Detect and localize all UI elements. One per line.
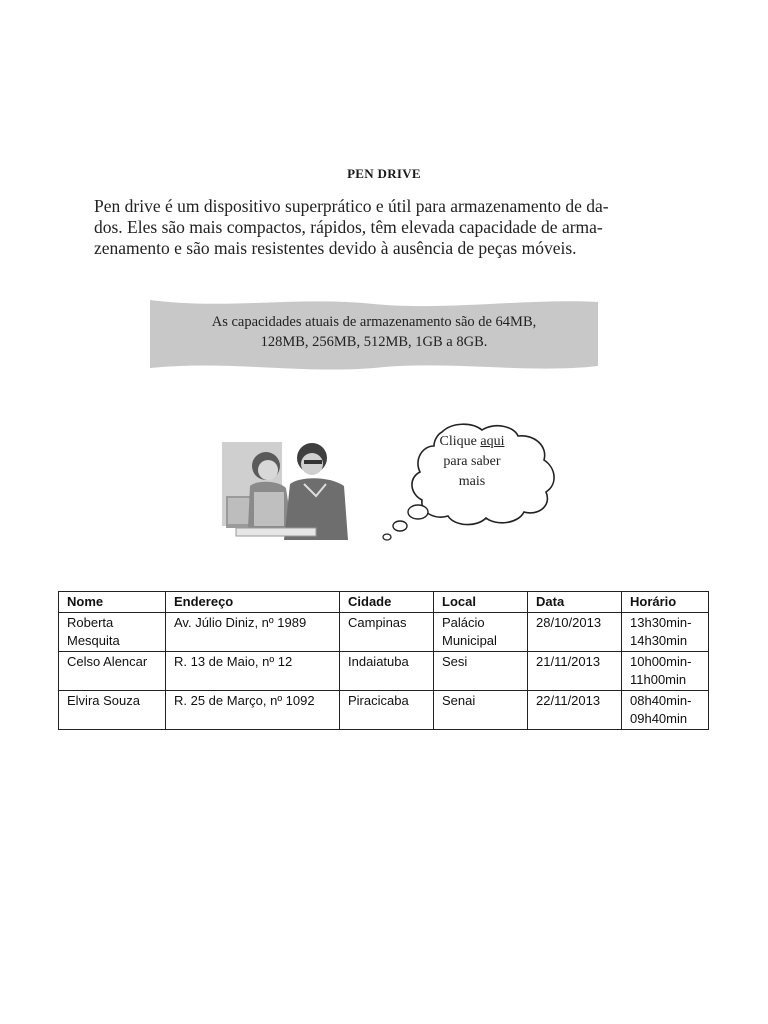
cell-cidade: Campinas: [340, 613, 434, 652]
bubble-line-3: mais: [458, 474, 486, 489]
header-data: Data: [528, 592, 622, 613]
cell-cidade: Indaiatuba: [340, 652, 434, 691]
header-endereco: Endereço: [166, 592, 340, 613]
cell-nome: Elvira Souza: [59, 691, 166, 730]
learn-more-link[interactable]: aqui: [480, 434, 505, 449]
capacity-banner: [148, 296, 600, 374]
cell-endereco: R. 13 de Maio, nº 12: [166, 652, 340, 691]
cell-data: 28/10/2013: [528, 613, 622, 652]
document-title: PEN DRIVE: [347, 166, 421, 181]
paragraph-line: zenamento e são mais resistentes devido à ausência de peças móveis.: [94, 238, 577, 258]
table-row: [59, 613, 709, 652]
cell-horario: 08h40min- 09h40min: [622, 691, 709, 730]
cell-local: Senai: [434, 691, 528, 730]
paragraph-line: Pen drive é um dispositivo superprático e útil para armazenamento de da-: [94, 196, 609, 216]
table-header-row: [59, 592, 709, 613]
cell-nome: Roberta Mesquita: [59, 613, 166, 652]
cell-nome: Celso Alencar: [59, 652, 166, 691]
bubble-prefix: Clique: [439, 434, 481, 449]
bubble-line-1: [422, 432, 522, 452]
computer-users-clipart-icon: [220, 436, 352, 546]
paragraph-line: dos. Eles são mais compactos, rápidos, têm elevada capacidade de arma-: [94, 217, 603, 237]
cell-endereco: R. 25 de Março, nº 1092: [166, 691, 340, 730]
intro-paragraph: [94, 196, 634, 259]
bubble-line-2: para saber: [443, 454, 501, 469]
thought-bubble-text: [422, 432, 522, 492]
table-row: [59, 691, 709, 730]
header-nome: Nome: [59, 592, 166, 613]
cell-horario: 13h30min- 14h30min: [622, 613, 709, 652]
cell-local: Palácio Municipal: [434, 613, 528, 652]
cell-horario: 10h00min- 11h00min: [622, 652, 709, 691]
banner-line: As capacidades atuais de armazenamento são de 64MB,: [211, 314, 537, 330]
header-cidade: Cidade: [340, 592, 434, 613]
cell-cidade: Piracicaba: [340, 691, 434, 730]
schedule-table: [58, 591, 709, 730]
table-row: [59, 652, 709, 691]
cell-data: 22/11/2013: [528, 691, 622, 730]
header-horario: Horário: [622, 592, 709, 613]
header-local: Local: [434, 592, 528, 613]
cell-data: 21/11/2013: [528, 652, 622, 691]
cell-local: Sesi: [434, 652, 528, 691]
cell-endereco: Av. Júlio Diniz, nº 1989: [166, 613, 340, 652]
banner-line: 128MB, 256MB, 512MB, 1GB a 8GB.: [260, 334, 488, 350]
